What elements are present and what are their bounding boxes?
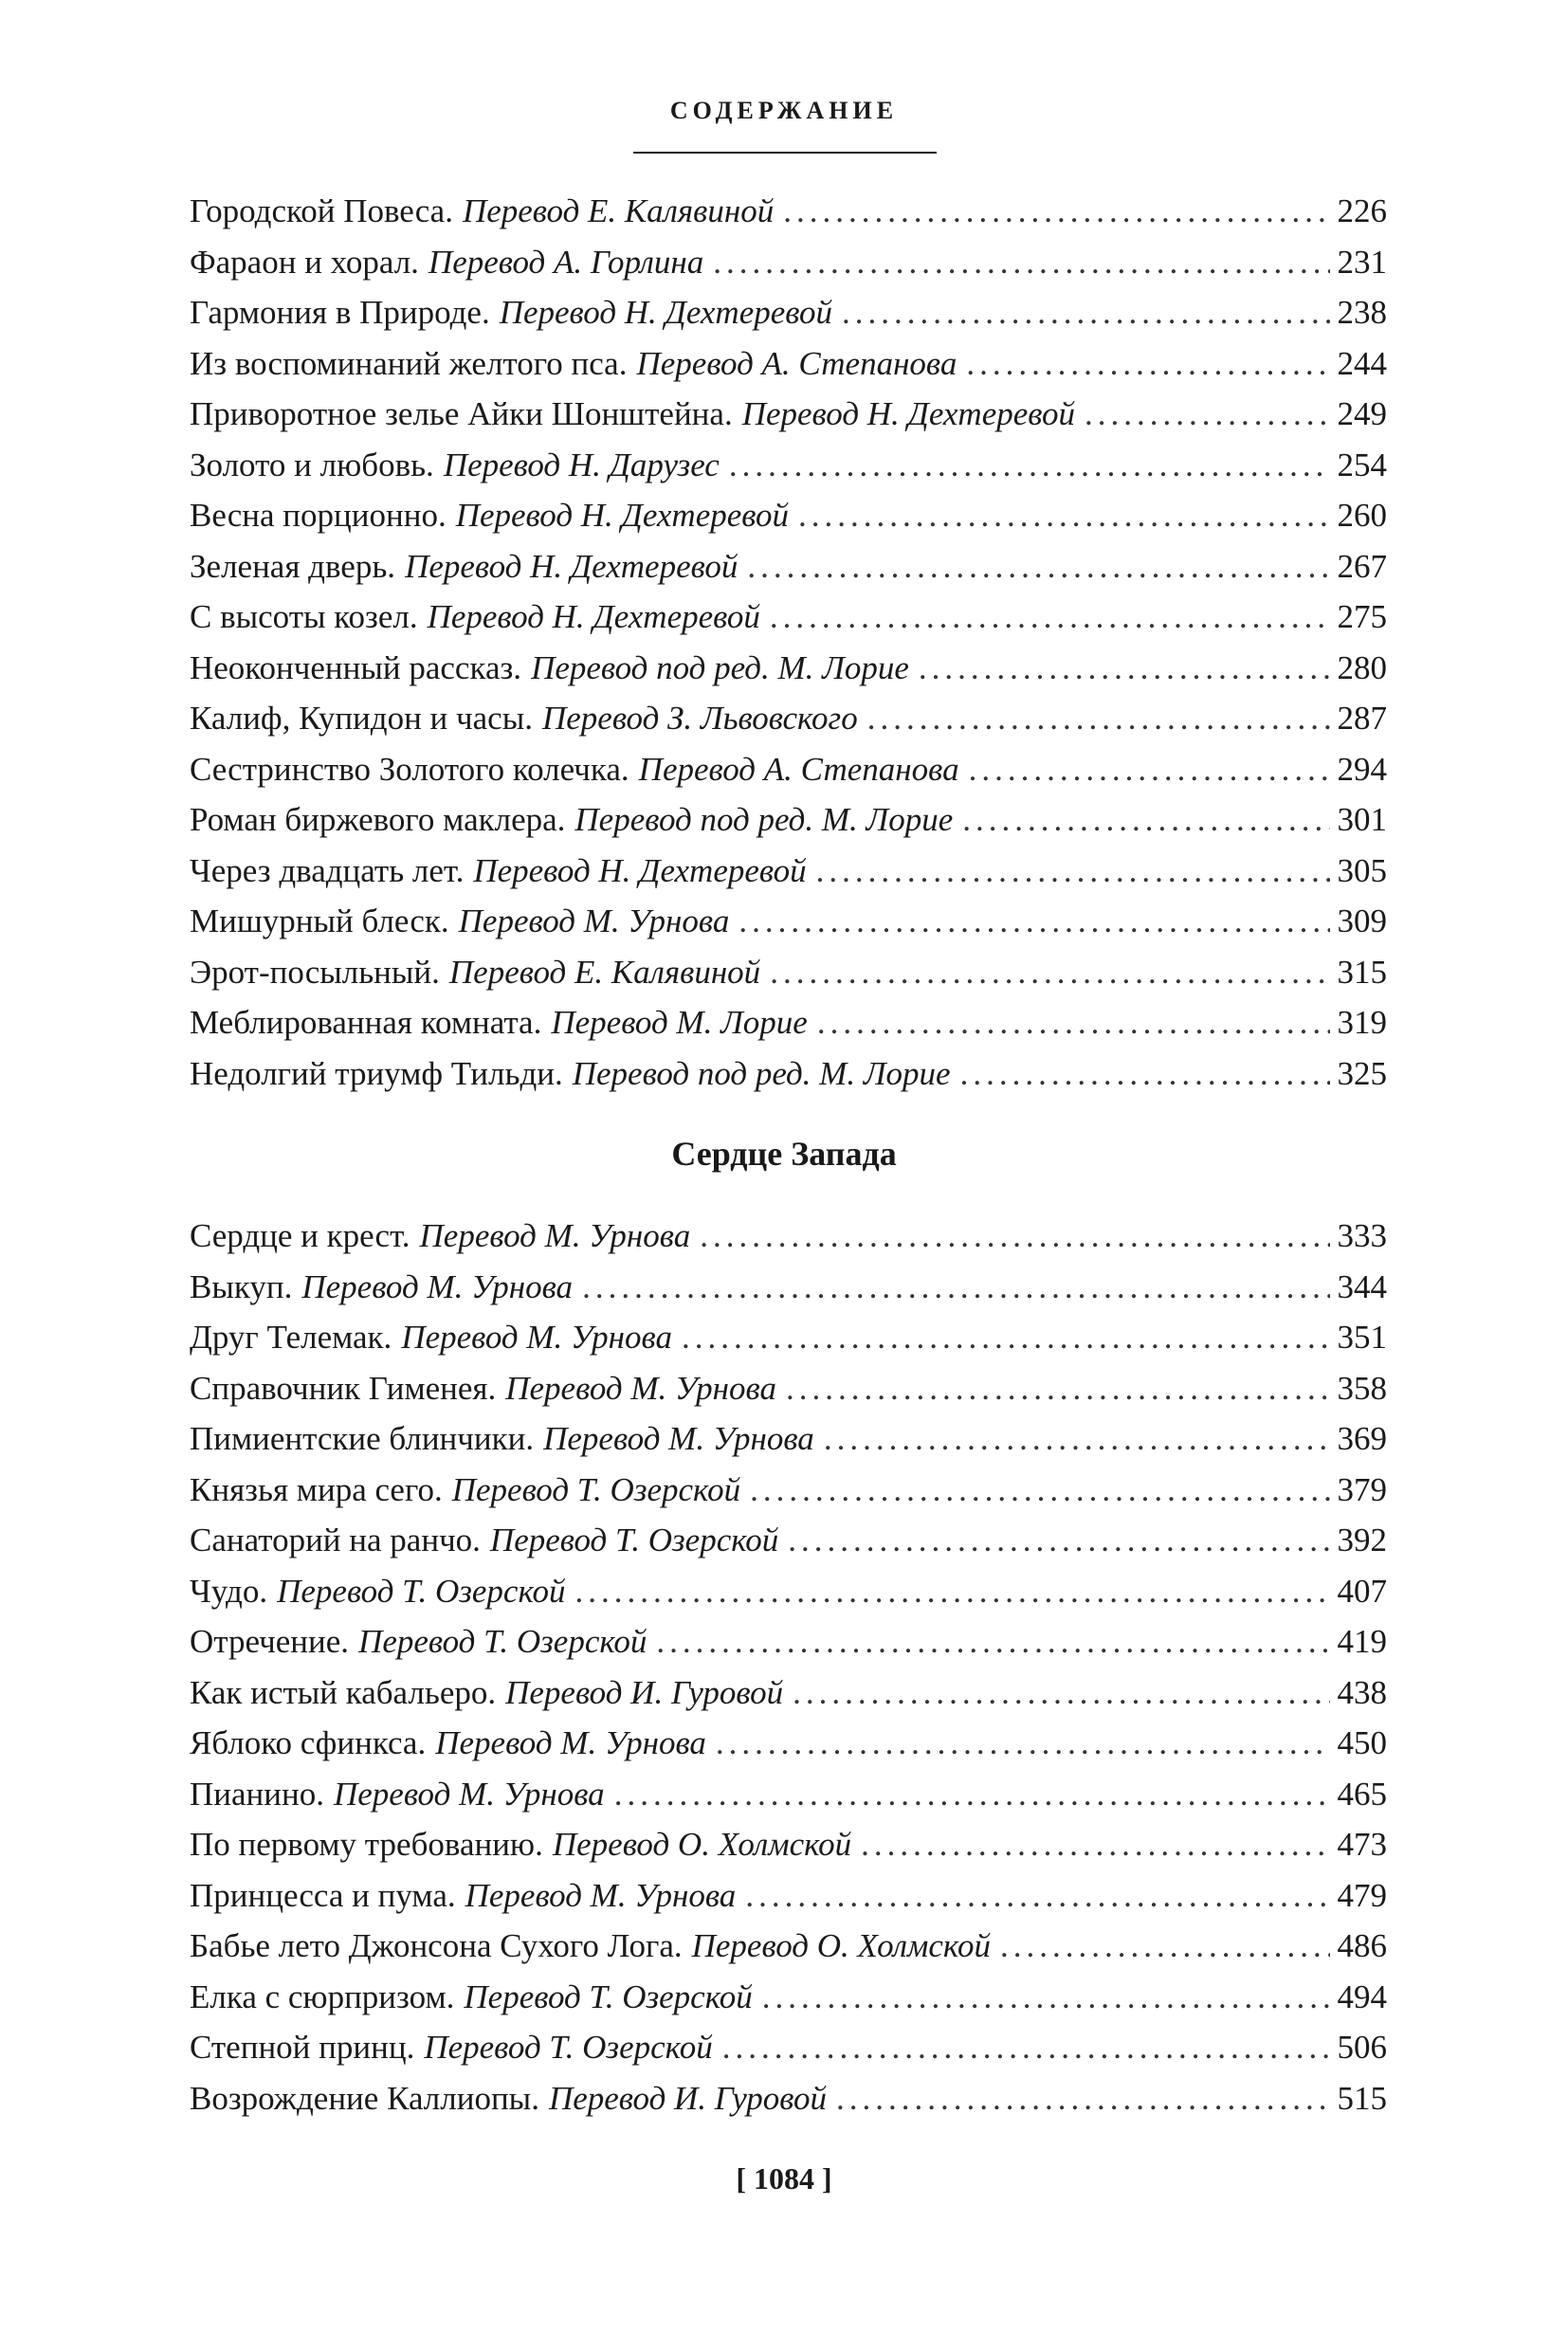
toc-entry <box>190 1769 1387 1820</box>
dot-leader <box>793 1668 1329 1719</box>
toc-entry-title: Недолгий триумф Тильди. <box>190 1054 563 1092</box>
toc-entry-page: 465 <box>1337 1775 1387 1813</box>
dot-leader <box>614 1769 1330 1820</box>
toc-entry-translator: Перевод З. Львовского <box>541 700 858 737</box>
toc-entry-title: Меблированная комната. <box>190 1004 542 1041</box>
toc-entry-title: Городской Повеса. <box>190 192 453 229</box>
toc-entry-title: Возрождение Каллиопы. <box>190 2079 539 2117</box>
dot-leader <box>816 846 1330 897</box>
toc-entry-page: 407 <box>1337 1572 1387 1610</box>
dot-leader <box>788 1515 1329 1566</box>
toc-entry <box>190 1616 1387 1668</box>
toc-entry-page: 450 <box>1337 1724 1387 1761</box>
toc-entry-title: Эрот-посыльный. <box>190 953 440 991</box>
dot-leader <box>770 947 1329 998</box>
toc-entry-title: Весна порционно. <box>190 497 447 534</box>
toc-entry <box>190 643 1387 694</box>
toc-entry-page: 486 <box>1337 1927 1387 1964</box>
toc-entry-translator: Перевод Н. Дехтеревой <box>741 395 1076 432</box>
dot-leader <box>798 490 1329 541</box>
toc-entry-translator: Перевод Н. Дарузес <box>443 446 720 483</box>
toc-entry-translator: Перевод И. Гуровой <box>505 1673 784 1711</box>
toc-entry-translator: Перевод М. Урнова <box>333 1775 605 1813</box>
dot-leader <box>750 1465 1329 1516</box>
toc-entry <box>190 592 1387 643</box>
toc-list-part1 <box>190 186 1387 1099</box>
dot-leader <box>1085 389 1329 440</box>
toc-entry-title: Друг Телемак. <box>190 1319 392 1356</box>
toc-entry-page: 294 <box>1337 750 1387 788</box>
toc-entry-page: 315 <box>1337 953 1387 991</box>
toc-entry-page: 305 <box>1337 851 1387 889</box>
toc-entry-title: Мишурный блеск. <box>190 902 449 939</box>
toc-entry-title: Елка с сюрпризом. <box>190 1977 455 2015</box>
toc-entry-translator: Перевод М. Урнова <box>401 1319 673 1356</box>
page-number: [ 1084 ] <box>736 2161 832 2196</box>
toc-entry <box>190 1413 1387 1465</box>
toc-entry <box>190 1819 1387 1870</box>
toc-entry <box>190 1668 1387 1719</box>
dot-leader <box>960 1048 1330 1100</box>
toc-entry-title: Степной принц. <box>190 2029 415 2066</box>
toc-entry <box>190 2073 1387 2124</box>
toc-entry <box>190 490 1387 541</box>
toc-entry-translator: Перевод М. Урнова <box>465 1876 737 1914</box>
toc-entry-page: 479 <box>1337 1876 1387 1914</box>
toc-entry-page: 275 <box>1337 598 1387 635</box>
dot-leader <box>861 1819 1329 1870</box>
dot-leader <box>682 1312 1329 1363</box>
toc-entry-title: Гармония в Природе. <box>190 294 490 331</box>
dot-leader <box>729 440 1330 491</box>
toc-entry-translator: Перевод О. Холмской <box>691 1927 991 1964</box>
toc-entry-title: С высоты козел. <box>190 598 418 635</box>
toc-entry-title: Яблоко сфинкса. <box>190 1724 427 1761</box>
dot-leader <box>656 1616 1329 1668</box>
toc-entry-translator: Перевод Т. Озерской <box>451 1470 741 1508</box>
toc-entry <box>190 1718 1387 1769</box>
toc-entry-translator: Перевод Е. Калявиной <box>462 192 775 229</box>
toc-entry-title: Сестринство Золотого колечка. <box>190 750 629 788</box>
toc-entry <box>190 1465 1387 1516</box>
toc-entry-page: 419 <box>1337 1623 1387 1660</box>
toc-entry <box>190 1312 1387 1363</box>
toc-entry-translator: Перевод М. Лорие <box>551 1004 808 1041</box>
toc-entry-title: Выкуп. <box>190 1267 293 1305</box>
toc-entry-page: 438 <box>1337 1673 1387 1711</box>
dot-leader <box>824 1413 1330 1465</box>
toc-entry-page: 494 <box>1337 1977 1387 2015</box>
toc-entry-page: 260 <box>1337 497 1387 534</box>
toc-entry-title: По первому требованию. <box>190 1826 543 1863</box>
toc-entry-translator: Перевод Н. Дехтеревой <box>455 497 790 534</box>
dot-leader <box>966 338 1329 390</box>
dot-leader <box>574 1566 1329 1617</box>
dot-leader <box>969 744 1330 795</box>
toc-entry-title: Через двадцать лет. <box>190 851 465 889</box>
toc-entry-page: 333 <box>1337 1217 1387 1254</box>
toc-entry-page: 358 <box>1337 1369 1387 1407</box>
toc-entry <box>190 1211 1387 1262</box>
toc-entry-page: 254 <box>1337 446 1387 483</box>
toc-entry-title: Пианино. <box>190 1775 324 1813</box>
toc-entry <box>190 896 1387 947</box>
toc-entry-translator: Перевод А. Горлина <box>428 243 704 281</box>
toc-entry <box>190 1566 1387 1617</box>
dot-leader <box>817 997 1330 1048</box>
dot-leader <box>867 693 1330 744</box>
toc-entry <box>190 947 1387 998</box>
toc-entry-translator: Перевод Е. Калявиной <box>448 953 761 991</box>
toc-entry-page: 280 <box>1337 648 1387 686</box>
toc-entry-translator: Перевод Н. Дехтеревой <box>473 851 807 889</box>
toc-entry <box>190 186 1387 237</box>
dot-leader <box>745 1870 1329 1922</box>
toc-entry <box>190 1921 1387 1972</box>
toc-entry <box>190 744 1387 795</box>
dot-leader <box>770 592 1330 643</box>
toc-entry <box>190 287 1387 338</box>
toc-entry-page: 392 <box>1337 1522 1387 1558</box>
dot-leader <box>747 541 1329 592</box>
toc-entry-page: 244 <box>1337 344 1387 382</box>
toc-entry-title: Бабье лето Джонсона Сухого Лога. <box>190 1927 683 1964</box>
toc-entry-translator: Перевод под ред. М. Лорие <box>531 648 909 686</box>
toc-entry-title: Фараон и хорал. <box>190 243 419 281</box>
toc-entry-translator: Перевод Т. Озерской <box>424 2029 713 2066</box>
toc-entry-translator: Перевод О. Холмской <box>552 1826 852 1863</box>
toc-entry-title: Пимиентские блинчики. <box>190 1420 535 1457</box>
dot-leader <box>786 1363 1330 1414</box>
toc-entry-page: 351 <box>1337 1319 1387 1356</box>
dot-leader <box>700 1211 1329 1262</box>
toc-entry <box>190 389 1387 440</box>
dot-leader <box>962 794 1329 846</box>
toc-entry <box>190 2022 1387 2073</box>
toc-entry-title: Золото и любовь. <box>190 446 434 483</box>
toc-entry-translator: Перевод под ред. М. Лорие <box>574 801 954 838</box>
dot-leader <box>722 2022 1330 2073</box>
toc-entry <box>190 1870 1387 1922</box>
toc-entry-page: 515 <box>1337 2079 1387 2117</box>
toc-entry-title: Князья мира сего. <box>190 1470 443 1508</box>
toc-entry <box>190 1048 1387 1100</box>
dot-leader <box>713 237 1329 288</box>
toc-entry <box>190 1515 1387 1566</box>
toc-entry <box>190 846 1387 897</box>
toc-entry-title: Принцесса и пума. <box>190 1876 456 1914</box>
toc-entry <box>190 541 1387 592</box>
toc-entry-translator: Перевод М. Урнова <box>505 1369 776 1407</box>
running-head: СОДЕРЖАНИЕ <box>669 97 899 124</box>
toc-entry-title: Санаторий на ранчо. <box>190 1522 481 1558</box>
toc-entry-translator: Перевод Н. Дехтеревой <box>405 547 738 585</box>
toc-entry-title: Из воспоминаний желтого пса. <box>190 344 628 382</box>
toc-entry-translator: Перевод М. Урнова <box>301 1267 574 1305</box>
dot-leader <box>919 643 1330 694</box>
section-title: Сердце Запада <box>671 1135 897 1173</box>
toc-entry-translator: Перевод под ред. М. Лорие <box>572 1054 951 1092</box>
dot-leader <box>716 1718 1330 1769</box>
toc-entry-title: Роман биржевого маклера. <box>190 801 566 838</box>
dot-leader <box>842 287 1329 338</box>
toc-entry-translator: Перевод Н. Дехтеревой <box>499 294 833 331</box>
dot-leader <box>738 896 1329 947</box>
toc-entry-page: 287 <box>1337 700 1387 737</box>
toc-entry-translator: Перевод М. Урнова <box>458 902 730 939</box>
toc-entry-page: 506 <box>1337 2029 1387 2066</box>
toc-entry-page: 231 <box>1337 243 1387 281</box>
toc-entry-title: Калиф, Купидон и часы. <box>190 700 533 737</box>
toc-entry-translator: Перевод М. Урнова <box>435 1724 706 1761</box>
toc-entry-page: 267 <box>1337 547 1387 585</box>
dot-leader <box>582 1262 1329 1313</box>
toc-entry-page: 369 <box>1337 1420 1387 1457</box>
toc-entry-translator: Перевод Н. Дехтеревой <box>427 598 760 635</box>
toc-entry-page: 344 <box>1337 1267 1387 1305</box>
toc-entry-page: 325 <box>1337 1054 1387 1092</box>
toc-entry-title: Зеленая дверь. <box>190 547 396 585</box>
toc-entry-page: 309 <box>1337 902 1387 939</box>
toc-entry-page: 301 <box>1337 801 1387 838</box>
dot-leader <box>762 1972 1330 2023</box>
toc-entry-translator: Перевод А. Степанова <box>638 750 959 788</box>
toc-entry <box>190 237 1387 288</box>
toc-entry-translator: Перевод Т. Озерской <box>464 1977 753 2015</box>
toc-entry-title: Приворотное зелье Айки Шонштейна. <box>190 395 733 432</box>
toc-entry <box>190 794 1387 846</box>
toc-entry <box>190 440 1387 491</box>
toc-entry-page: 238 <box>1337 294 1387 331</box>
toc-entry <box>190 997 1387 1048</box>
toc-entry-title: Сердце и крест. <box>190 1217 410 1254</box>
running-head-rule <box>633 152 937 154</box>
toc-entry-translator: Перевод М. Урнова <box>419 1217 691 1254</box>
toc-entry-page: 319 <box>1337 1004 1387 1041</box>
toc-entry <box>190 1972 1387 2023</box>
toc-entry-translator: Перевод Т. Озерской <box>489 1522 779 1558</box>
dot-leader <box>783 186 1329 237</box>
toc-entry-page: 226 <box>1337 192 1387 229</box>
toc-entry-translator: Перевод Т. Озерской <box>277 1572 566 1610</box>
toc-entry-translator: Перевод Т. Озерской <box>358 1623 647 1660</box>
toc-entry <box>190 338 1387 390</box>
toc-entry-title: Справочник Гименея. <box>190 1369 497 1407</box>
toc-entry <box>190 1262 1387 1313</box>
toc-entry-title: Чудо. <box>190 1572 268 1610</box>
toc-entry <box>190 1363 1387 1414</box>
toc-entry-translator: Перевод А. Степанова <box>636 344 957 382</box>
toc-entry-page: 473 <box>1337 1826 1387 1863</box>
toc-entry <box>190 693 1387 744</box>
toc-entry-title: Неоконченный рассказ. <box>190 648 522 686</box>
toc-entry-title: Отречение. <box>190 1623 350 1660</box>
toc-entry-page: 249 <box>1337 395 1387 432</box>
toc-entry-translator: Перевод И. Гуровой <box>548 2079 828 2117</box>
toc-list-part2 <box>190 1211 1387 2123</box>
toc-entry-title: Как истый кабальеро. <box>190 1673 497 1711</box>
toc-entry-translator: Перевод М. Урнова <box>543 1420 814 1457</box>
dot-leader <box>1000 1921 1330 1972</box>
toc-entry-page: 379 <box>1337 1470 1387 1508</box>
dot-leader <box>836 2073 1329 2124</box>
